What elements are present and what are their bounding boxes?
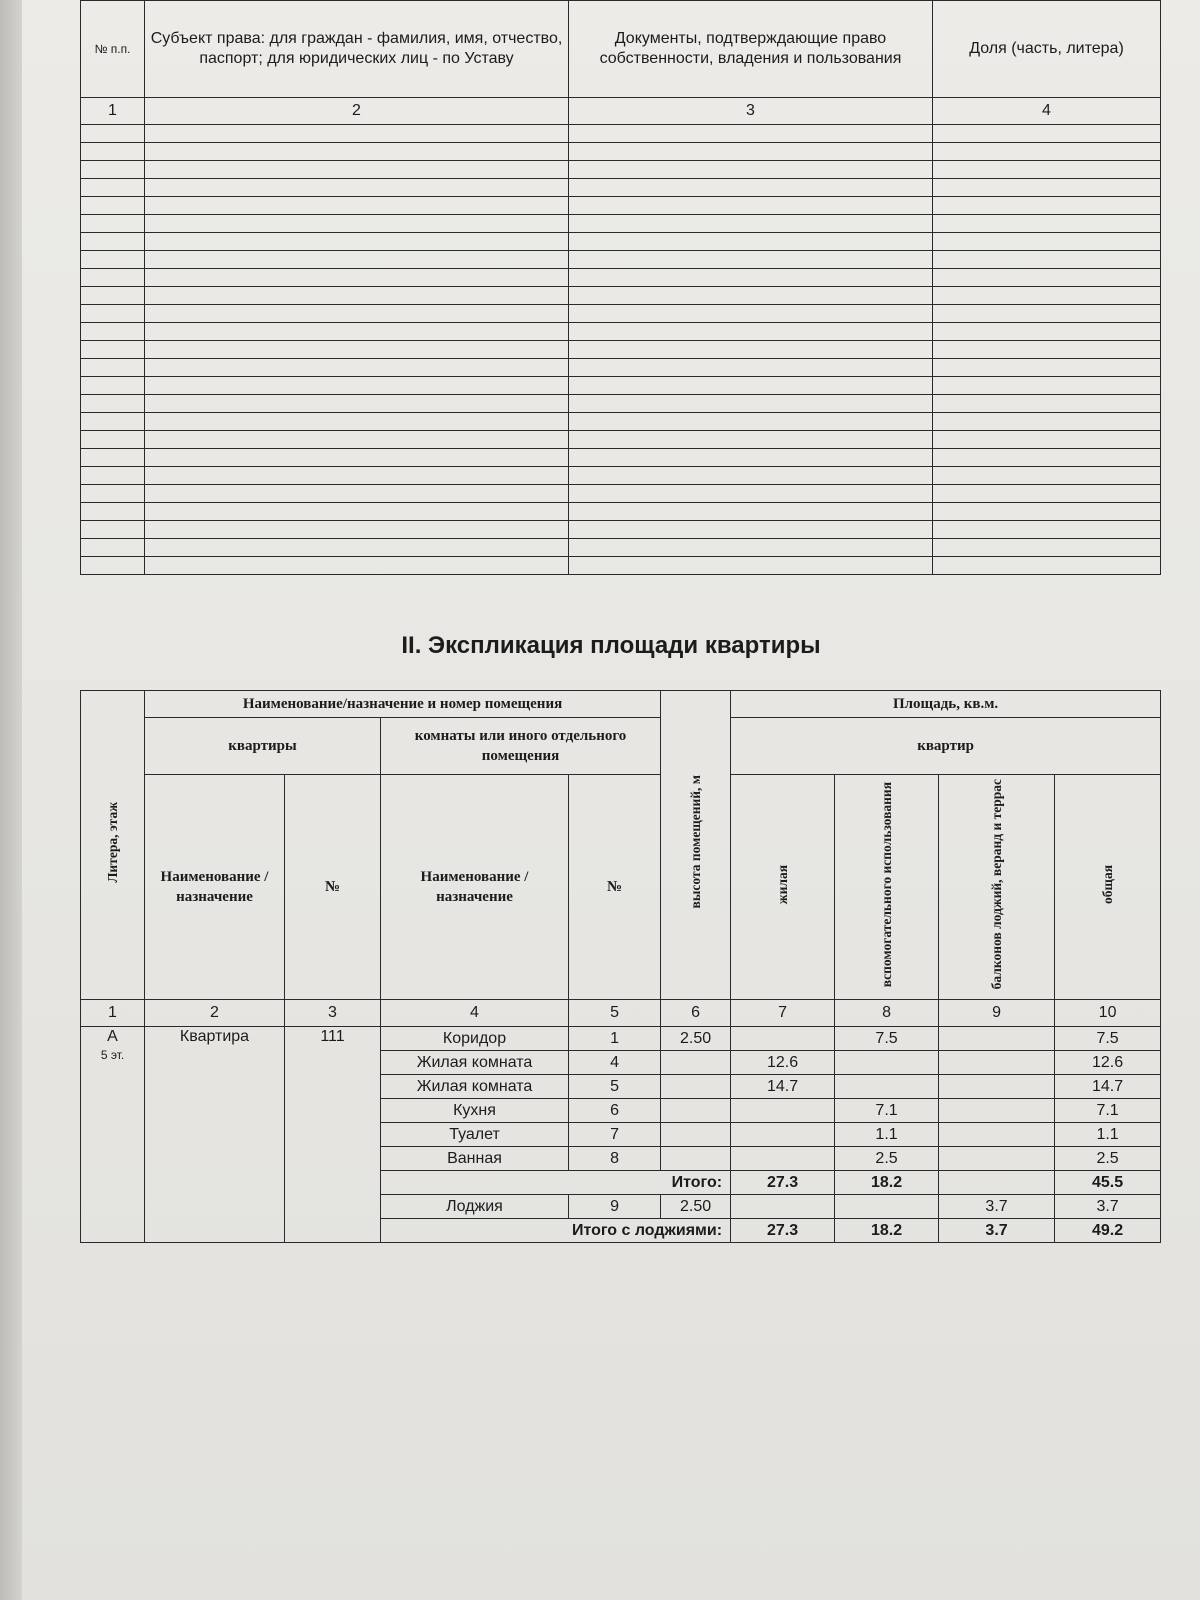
- empty-cell: [933, 557, 1161, 575]
- empty-cell: [933, 413, 1161, 431]
- table-row: [81, 395, 1161, 413]
- explication-table: [80, 690, 1161, 1243]
- area-living: 14.7: [731, 1075, 835, 1099]
- grand-total-aux: 18.2: [835, 1219, 939, 1243]
- expl-column-numbers: [81, 1000, 1161, 1027]
- empty-cell: [145, 215, 569, 233]
- table-row: [81, 233, 1161, 251]
- table-row: [81, 413, 1161, 431]
- table-row: [81, 467, 1161, 485]
- empty-cell: [933, 521, 1161, 539]
- litera-value: А: [107, 1028, 118, 1046]
- empty-cell: [933, 377, 1161, 395]
- column-number: 2: [145, 98, 569, 125]
- subtotal-living: 27.3: [731, 1171, 835, 1195]
- empty-cell: [81, 521, 145, 539]
- empty-cell: [933, 251, 1161, 269]
- empty-cell: [145, 467, 569, 485]
- area-total: 7.5: [1055, 1027, 1161, 1051]
- empty-cell: [145, 449, 569, 467]
- area-aux: 1.1: [835, 1123, 939, 1147]
- header-room-num: №: [569, 775, 661, 1000]
- empty-cell: [81, 557, 145, 575]
- header-num: № п.п.: [81, 1, 145, 98]
- grand-total-label: Итого с лоджиями:: [381, 1219, 731, 1243]
- empty-cell: [81, 269, 145, 287]
- empty-cell: [145, 251, 569, 269]
- room-number: 1: [569, 1027, 661, 1051]
- empty-cell: [145, 557, 569, 575]
- subtotal-balcony: [939, 1171, 1055, 1195]
- area-total: 7.1: [1055, 1099, 1161, 1123]
- area-total: 2.5: [1055, 1147, 1161, 1171]
- room-height: [661, 1075, 731, 1099]
- empty-cell: [145, 269, 569, 287]
- room-number: 8: [569, 1147, 661, 1171]
- section-title: II. Экспликация площади квартиры: [401, 632, 821, 659]
- room-height: [661, 1051, 731, 1075]
- empty-cell: [569, 305, 933, 323]
- rights-column-numbers: [81, 98, 1161, 125]
- area-living: [731, 1099, 835, 1123]
- table-row: [81, 503, 1161, 521]
- column-number: 3: [285, 1000, 381, 1027]
- header-height: высота помещений, м: [661, 691, 731, 1000]
- area-living: 12.6: [731, 1051, 835, 1075]
- header-subject: Субъект права: для граждан - фамилия, имя, отчество, паспорт; для юридических лиц - по Уставу: [145, 1, 569, 98]
- empty-cell: [81, 323, 145, 341]
- empty-cell: [81, 377, 145, 395]
- table-row: [81, 179, 1161, 197]
- column-number: 1: [81, 1000, 145, 1027]
- empty-cell: [933, 305, 1161, 323]
- empty-cell: [145, 287, 569, 305]
- area-aux: [835, 1195, 939, 1219]
- room-height: [661, 1147, 731, 1171]
- empty-cell: [81, 395, 145, 413]
- area-balcony: [939, 1099, 1055, 1123]
- area-living: [731, 1123, 835, 1147]
- empty-cell: [145, 395, 569, 413]
- area-balcony: [939, 1123, 1055, 1147]
- empty-cell: [569, 125, 933, 143]
- room-name: Ванная: [381, 1147, 569, 1171]
- expl-header-row-1: [81, 691, 1161, 718]
- grand-total-balcony: 3.7: [939, 1219, 1055, 1243]
- table-row: [81, 287, 1161, 305]
- empty-cell: [145, 179, 569, 197]
- column-number: 1: [81, 98, 145, 125]
- grand-total-total: 49.2: [1055, 1219, 1161, 1243]
- table-row: [81, 449, 1161, 467]
- header-balcony: балконов лоджий, веранд и террас: [939, 775, 1055, 1000]
- empty-cell: [933, 143, 1161, 161]
- empty-cell: [81, 179, 145, 197]
- room-name: Жилая комната: [381, 1051, 569, 1075]
- column-number: 6: [661, 1000, 731, 1027]
- subtotal-aux: 18.2: [835, 1171, 939, 1195]
- empty-cell: [569, 269, 933, 287]
- room-height: [661, 1123, 731, 1147]
- subtotal-total: 45.5: [1055, 1171, 1161, 1195]
- header-area-group: Площадь, кв.м.: [731, 691, 1161, 718]
- table-row: [81, 197, 1161, 215]
- empty-cell: [569, 179, 933, 197]
- grand-total-living: 27.3: [731, 1219, 835, 1243]
- area-aux: 2.5: [835, 1147, 939, 1171]
- column-number: 10: [1055, 1000, 1161, 1027]
- empty-cell: [933, 485, 1161, 503]
- empty-cell: [145, 323, 569, 341]
- empty-cell: [145, 161, 569, 179]
- empty-cell: [569, 287, 933, 305]
- empty-cell: [933, 233, 1161, 251]
- column-number: 3: [569, 98, 933, 125]
- empty-cell: [81, 161, 145, 179]
- empty-cell: [81, 125, 145, 143]
- empty-cell: [569, 449, 933, 467]
- empty-cell: [933, 125, 1161, 143]
- empty-cell: [81, 449, 145, 467]
- empty-cell: [81, 341, 145, 359]
- empty-cell: [145, 539, 569, 557]
- room-name: Коридор: [381, 1027, 569, 1051]
- empty-cell: [933, 539, 1161, 557]
- room-name: Жилая комната: [381, 1075, 569, 1099]
- empty-cell: [569, 161, 933, 179]
- explication-body: [81, 1027, 1161, 1243]
- column-number: 5: [569, 1000, 661, 1027]
- empty-cell: [145, 143, 569, 161]
- room-height: [661, 1099, 731, 1123]
- empty-cell: [145, 431, 569, 449]
- area-aux: [835, 1075, 939, 1099]
- table-row: [81, 143, 1161, 161]
- empty-cell: [933, 323, 1161, 341]
- empty-cell: [569, 557, 933, 575]
- room-number: 5: [569, 1075, 661, 1099]
- room-height: 2.50: [661, 1027, 731, 1051]
- room-height: 2.50: [661, 1195, 731, 1219]
- header-apt-num: №: [285, 775, 381, 1000]
- column-number: 4: [381, 1000, 569, 1027]
- area-aux: 7.1: [835, 1099, 939, 1123]
- litera-floor-cell: [81, 1027, 145, 1243]
- empty-cell: [569, 251, 933, 269]
- empty-cell: [933, 269, 1161, 287]
- empty-cell: [569, 503, 933, 521]
- area-total: 14.7: [1055, 1075, 1161, 1099]
- empty-cell: [145, 377, 569, 395]
- area-aux: 7.5: [835, 1027, 939, 1051]
- table-row: [81, 215, 1161, 233]
- header-aux: вспомогательного использования: [835, 775, 939, 1000]
- rights-header-row: [81, 1, 1161, 98]
- empty-cell: [81, 413, 145, 431]
- empty-cell: [933, 395, 1161, 413]
- table-row: [81, 539, 1161, 557]
- table-row: [81, 125, 1161, 143]
- table-row: [81, 305, 1161, 323]
- empty-cell: [569, 143, 933, 161]
- header-litera: Литера, этаж: [81, 691, 145, 1000]
- empty-cell: [81, 485, 145, 503]
- table-row: [81, 161, 1161, 179]
- table-row: [81, 251, 1161, 269]
- header-documents: Документы, подтверждающие право собственности, владения и пользования: [569, 1, 933, 98]
- room-name: Кухня: [381, 1099, 569, 1123]
- area-balcony: 3.7: [939, 1195, 1055, 1219]
- area-balcony: [939, 1051, 1055, 1075]
- empty-cell: [569, 521, 933, 539]
- rights-empty-rows: [81, 125, 1161, 575]
- empty-cell: [81, 539, 145, 557]
- empty-cell: [933, 197, 1161, 215]
- empty-cell: [145, 521, 569, 539]
- header-naming-group: Наименование/назначение и номер помещения: [145, 691, 661, 718]
- column-number: 9: [939, 1000, 1055, 1027]
- subtotal-label: Итого:: [381, 1171, 731, 1195]
- area-total: 12.6: [1055, 1051, 1161, 1075]
- table-row: [81, 269, 1161, 287]
- rights-holders-table: [80, 0, 1161, 575]
- empty-cell: [569, 197, 933, 215]
- page-edge: [0, 0, 22, 1600]
- room-number: 7: [569, 1123, 661, 1147]
- column-number: 2: [145, 1000, 285, 1027]
- empty-cell: [933, 161, 1161, 179]
- empty-cell: [81, 215, 145, 233]
- area-balcony: [939, 1147, 1055, 1171]
- empty-cell: [933, 215, 1161, 233]
- empty-cell: [933, 179, 1161, 197]
- table-row: [81, 359, 1161, 377]
- empty-cell: [81, 467, 145, 485]
- empty-cell: [145, 359, 569, 377]
- table-row: [81, 1027, 1161, 1051]
- empty-cell: [145, 341, 569, 359]
- column-number: 7: [731, 1000, 835, 1027]
- empty-cell: [81, 233, 145, 251]
- empty-cell: [145, 485, 569, 503]
- room-name: Лоджия: [381, 1195, 569, 1219]
- expl-header-row-3: [81, 775, 1161, 1000]
- empty-cell: [81, 503, 145, 521]
- area-aux: [835, 1051, 939, 1075]
- area-balcony: [939, 1075, 1055, 1099]
- empty-cell: [569, 395, 933, 413]
- empty-cell: [145, 413, 569, 431]
- header-room: комнаты или иного отдельного помещения: [381, 718, 661, 775]
- empty-cell: [81, 251, 145, 269]
- empty-cell: [81, 431, 145, 449]
- room-number: 9: [569, 1195, 661, 1219]
- header-area-sub: квартир: [731, 718, 1161, 775]
- empty-cell: [145, 125, 569, 143]
- empty-cell: [933, 341, 1161, 359]
- room-name: Туалет: [381, 1123, 569, 1147]
- column-number: 8: [835, 1000, 939, 1027]
- empty-cell: [81, 359, 145, 377]
- header-apartment: квартиры: [145, 718, 381, 775]
- floor-value: 5 эт.: [100, 1048, 125, 1063]
- empty-cell: [569, 215, 933, 233]
- apartment-name: Квартира: [145, 1027, 285, 1243]
- column-number: 4: [933, 98, 1161, 125]
- empty-cell: [145, 233, 569, 251]
- room-number: 6: [569, 1099, 661, 1123]
- empty-cell: [933, 431, 1161, 449]
- empty-cell: [145, 197, 569, 215]
- empty-cell: [81, 287, 145, 305]
- empty-cell: [81, 143, 145, 161]
- area-balcony: [939, 1027, 1055, 1051]
- empty-cell: [933, 467, 1161, 485]
- empty-cell: [81, 197, 145, 215]
- empty-cell: [569, 233, 933, 251]
- empty-cell: [569, 467, 933, 485]
- empty-cell: [569, 341, 933, 359]
- table-row: [81, 431, 1161, 449]
- empty-cell: [145, 305, 569, 323]
- header-total: общая: [1055, 775, 1161, 1000]
- empty-cell: [569, 359, 933, 377]
- table-row: [81, 377, 1161, 395]
- area-total: 1.1: [1055, 1123, 1161, 1147]
- empty-cell: [569, 377, 933, 395]
- empty-cell: [145, 503, 569, 521]
- document-page: [22, 0, 1200, 1600]
- empty-cell: [933, 287, 1161, 305]
- area-total: 3.7: [1055, 1195, 1161, 1219]
- table-row: [81, 557, 1161, 575]
- area-living: [731, 1147, 835, 1171]
- table-row: [81, 485, 1161, 503]
- empty-cell: [933, 449, 1161, 467]
- empty-cell: [569, 413, 933, 431]
- room-number: 4: [569, 1051, 661, 1075]
- table-row: [81, 323, 1161, 341]
- empty-cell: [81, 305, 145, 323]
- empty-cell: [569, 485, 933, 503]
- empty-cell: [933, 359, 1161, 377]
- header-living: жилая: [731, 775, 835, 1000]
- header-share: Доля (часть, литера): [933, 1, 1161, 98]
- expl-header-row-2: [81, 718, 1161, 775]
- empty-cell: [569, 431, 933, 449]
- apartment-number: 111: [285, 1027, 381, 1243]
- empty-cell: [933, 503, 1161, 521]
- empty-cell: [569, 539, 933, 557]
- area-living: [731, 1195, 835, 1219]
- header-apt-name: Наименование / назначение: [145, 775, 285, 1000]
- header-room-name: Наименование / назначение: [381, 775, 569, 1000]
- empty-cell: [569, 323, 933, 341]
- table-row: [81, 521, 1161, 539]
- area-living: [731, 1027, 835, 1051]
- table-row: [81, 341, 1161, 359]
